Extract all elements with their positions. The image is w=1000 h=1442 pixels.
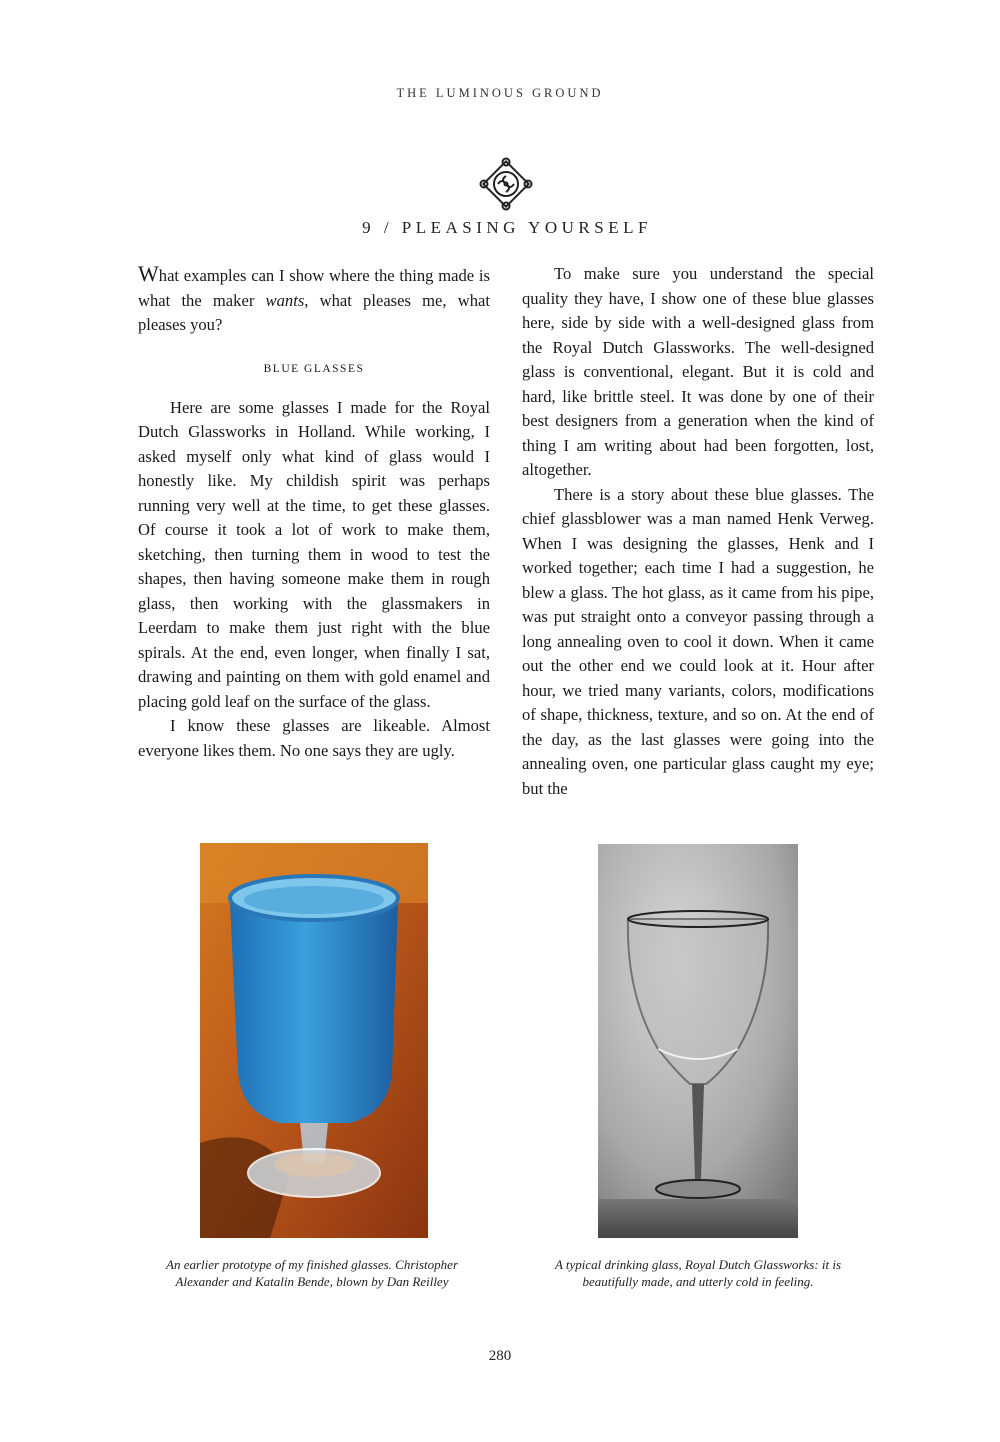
intro-paragraph [138,262,490,338]
intro-emphasis: wants [265,290,305,310]
figure-caption-right [518,1256,878,1290]
drop-cap: W [138,261,159,286]
caption-line: A typical drinking glass, Royal Dutch Glassworks: it is [554,1257,842,1272]
left-column [138,262,490,763]
figure-caption-left [132,1256,492,1290]
ornament-icon [478,156,534,212]
paragraph: Here are some glasses I made for the Royal Dutch Glassworks in Holland. While working, I asked myself only what kind of glass would I honestly like. My childish spirit was perhaps running very well at the time, to get these glasses. Of course it took a lot of work to make them, sketching, then turning them in wood to test the shapes, then having someone make them in rough glass, then working with the glassmakers in Leerdam to make them just right with the blue spirals. At the end, even longer, when finally I sat, drawing and painting on them with gold enamel and placing gold leaf on the surface of the glass. [138,397,490,711]
caption-line: An earlier prototype of my finished glasses. Christopher [166,1257,458,1272]
intro-text-end: , what pleases me, what pleases you? [138,290,491,334]
paragraph: To make sure you understand the special quality they have, I show one of these blue glasses here, side by side with a well-designed glass from the Royal Dutch Glassworks. The well-designed glass is conventional, elegant. But it is cold and hard, like brittle steel. It was done by one of their best designers from a generation when the kind of thing I am writing about had been forgotten, lost, altogether. [522,264,874,479]
intro-text-start: hat examples can I show where the thing made is what the maker [138,266,490,310]
blue-glass-photo [200,843,428,1238]
right-column [522,262,874,801]
running-header: THE LUMINOUS GROUND [396,86,604,100]
section-heading: BLUE GLASSES [263,362,365,375]
page-number: 280 [488,1348,512,1364]
wine-glass-photo [598,844,798,1238]
paragraph: I know these glasses are likeable. Almost everyone likes them. No one says they are ugly. [138,716,490,760]
paragraph: There is a story about these blue glasses. The chief glassblower was a man named Henk Verweg. When I was designing the glasses, Henk and I worked together; each time I had a suggestion, he blew a glass. The hot glass, as it came from his pipe, was put straight onto a conveyor passing through a long annealing oven to cool it down. When it came out the other end we could look at it. Hour after hour, we tried many variants, colors, modifications of shape, thickness, texture, and so on. At the end of the day, as the last glasses were going into the annealing oven, one particular glass caught my eye; but the [522,484,874,798]
chapter-title: 9 / PLEASING YOURSELF [362,218,652,237]
caption-line: beautifully made, and utterly cold in feeling. [582,1274,814,1289]
caption-line: Alexander and Katalin Bende, blown by Dan Reilley [175,1274,449,1289]
